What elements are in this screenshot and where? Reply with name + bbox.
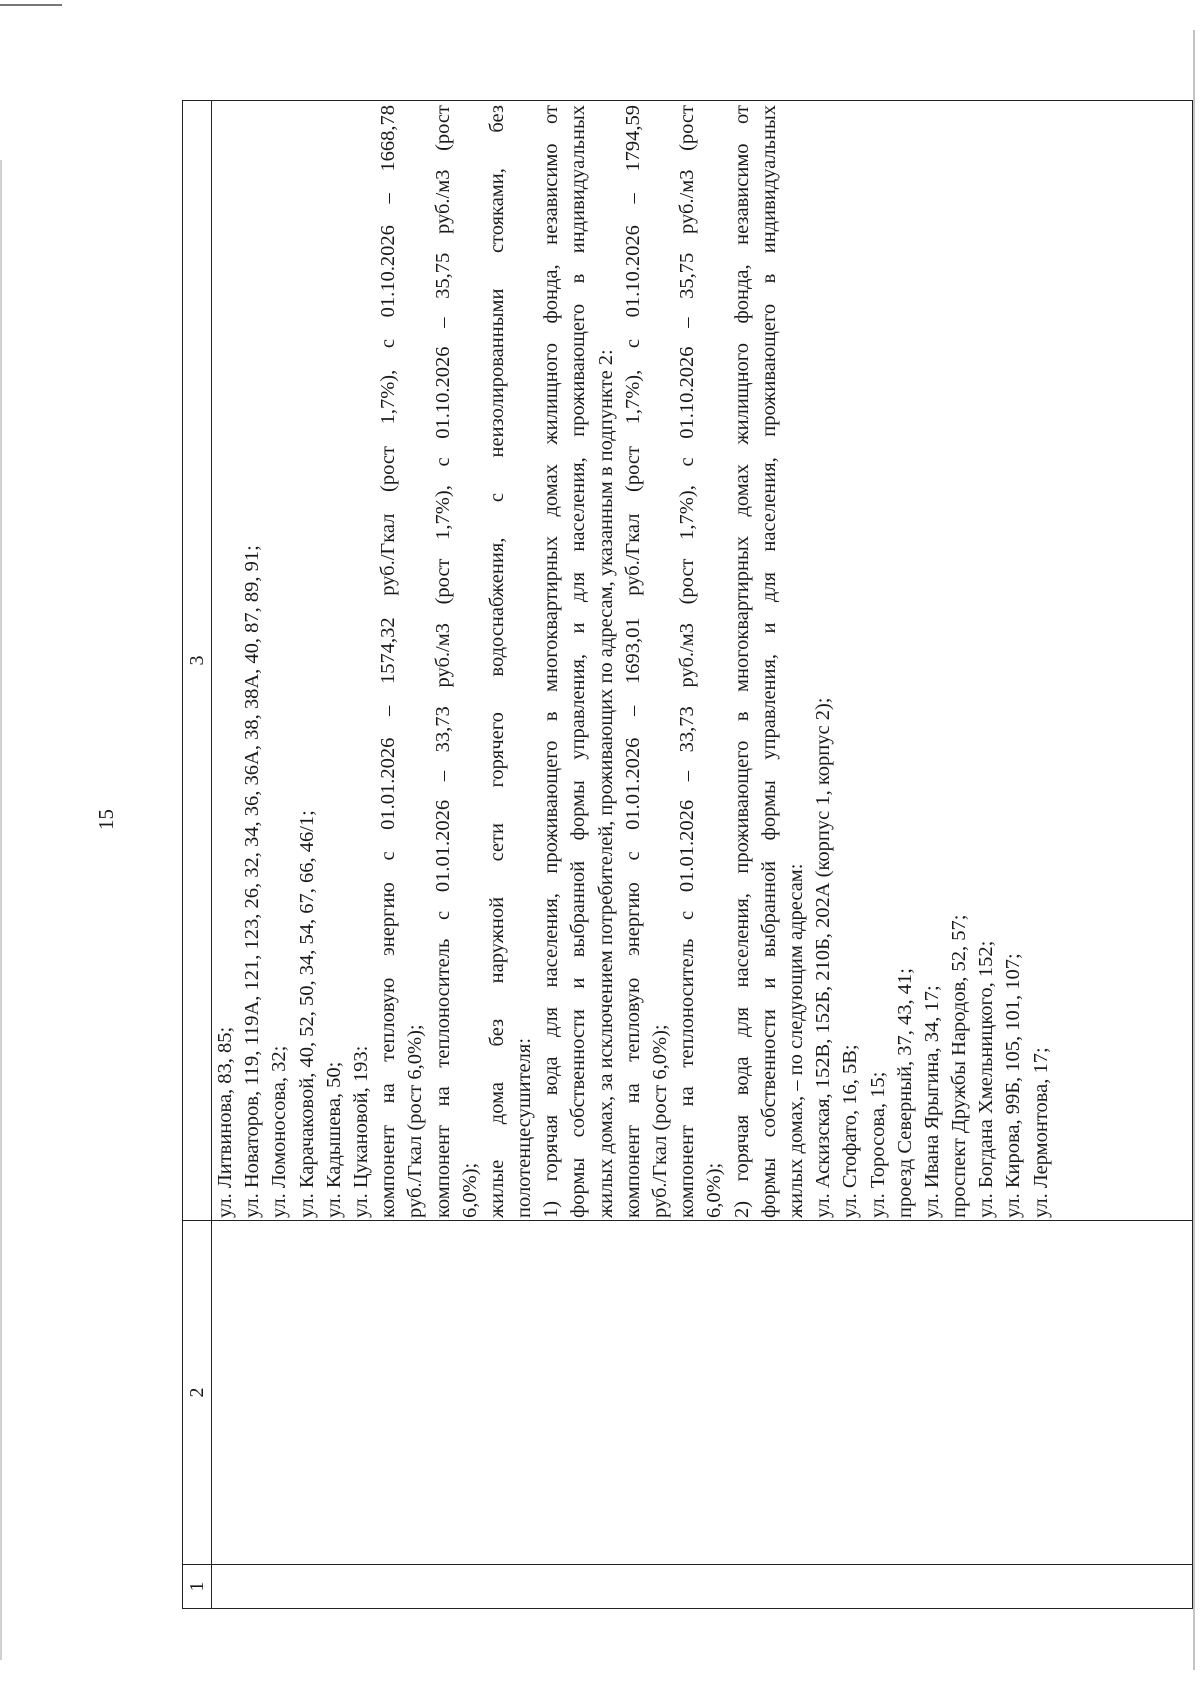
- text-line: формы собственности и выбранной формы управления, и для населения, проживающего в индивидуальных: [567, 105, 590, 1218]
- text-line: 6,0%);: [703, 1162, 726, 1218]
- text-line: ул. Цукановой, 193:: [349, 1045, 372, 1218]
- cell-col-3: [212, 101, 1193, 1221]
- text-line: 6,0%);: [458, 1162, 481, 1218]
- scan-edge-line-right: [1193, 30, 1195, 1670]
- text-line: компонент на тепловую энергию с 01.01.2026 – 1574,32 руб./Гкал (рост 1,7%), с 01.10.2026 – 1668,78: [377, 105, 400, 1218]
- text-line: ул. Ивана Ярыгина, 34, 17;: [920, 985, 943, 1218]
- column-header-3: 3: [183, 101, 212, 1221]
- scan-edge-mark: [0, 4, 62, 6]
- column-header-1: 1: [183, 1565, 212, 1609]
- text-line: руб./Гкал (рост 6,0%);: [404, 1024, 427, 1218]
- text-line: 1) горячая вода для населения, проживающего в многоквартирных домах жилищного фонда, независимо от: [540, 105, 563, 1218]
- cell-col-2: [212, 1221, 1193, 1565]
- text-line: ул. Кирова, 99Б, 105, 101, 107;: [1002, 953, 1025, 1218]
- text-line: ул. Ломоносова, 32;: [268, 1045, 291, 1218]
- tariff-table: [182, 100, 1193, 1609]
- text-line: ул. Новаторов, 119, 119А, 121, 123, 26, 32, 34, 36, 36А, 38, 38А, 40, 87, 89, 91;: [241, 545, 264, 1218]
- text-line: ул. Аскизская, 152В, 152Б, 210Б, 202А (корпус 1, корпус 2);: [812, 697, 835, 1218]
- text-line: 2) горячая вода для населения, проживающего в многоквартирных домах жилищного фонда, независимо от: [730, 105, 753, 1218]
- text-line: ул. Лермонтова, 17;: [1029, 1047, 1052, 1218]
- text-line: ул. Литвинова, 83, 85;: [214, 1026, 236, 1218]
- text-line: проезд Северный, 37, 43, 41;: [893, 968, 916, 1218]
- table-header-row: [183, 101, 212, 1609]
- scan-edge-line-left: [0, 160, 2, 1660]
- text-line: компонент на теплоноситель с 01.01.2026 – 33,73 руб./м3 (рост 1,7%), с 01.10.2026 – 35,75 руб./м3 (рост: [676, 105, 699, 1218]
- text-line: жилых домах, – по следующим адресам:: [784, 863, 807, 1218]
- text-line: компонент на теплоноситель с 01.01.2026 – 33,73 руб./м3 (рост 1,7%), с 01.10.2026 – 35,75 руб./м3 (рост: [431, 105, 454, 1218]
- text-line: полотенцесушителя:: [513, 1037, 536, 1218]
- text-line: руб./Гкал (рост 6,0%);: [649, 1024, 671, 1218]
- text-line: ул. Карачаковой, 40, 52, 50, 34, 54, 67, 66, 46/1;: [295, 810, 318, 1218]
- text-line: ул. Торосова, 15;: [866, 1071, 889, 1218]
- cell-col-1: [212, 1565, 1193, 1609]
- text-line: формы собственности и выбранной формы управления, и для населения, проживающего в индивидуальных: [757, 105, 780, 1218]
- text-line: ул. Стофато, 16, 5В;: [839, 1044, 862, 1218]
- text-line: жилых домах, за исключением потребителей, проживающих по адресам, указанным в подпункте 2:: [594, 349, 617, 1218]
- text-line: проспект Дружбы Народов, 52, 57;: [948, 914, 971, 1218]
- text-line: компонент на тепловую энергию с 01.01.2026 – 1693,01 руб./Гкал (рост 1,7%), с 01.10.2026 – 1794,59: [621, 105, 644, 1218]
- text-line: ул. Кадышева, 50;: [322, 1061, 345, 1218]
- page-number: 15: [94, 809, 118, 830]
- table-row: [212, 101, 1193, 1609]
- rotated-page-content: [182, 101, 1082, 1609]
- text-line: жилые дома без наружной сети горячего водоснабжения, с неизолированными стояками, без: [485, 105, 508, 1218]
- text-line: ул. Богдана Хмельницкого, 152;: [975, 940, 998, 1218]
- column-header-2: 2: [183, 1221, 212, 1565]
